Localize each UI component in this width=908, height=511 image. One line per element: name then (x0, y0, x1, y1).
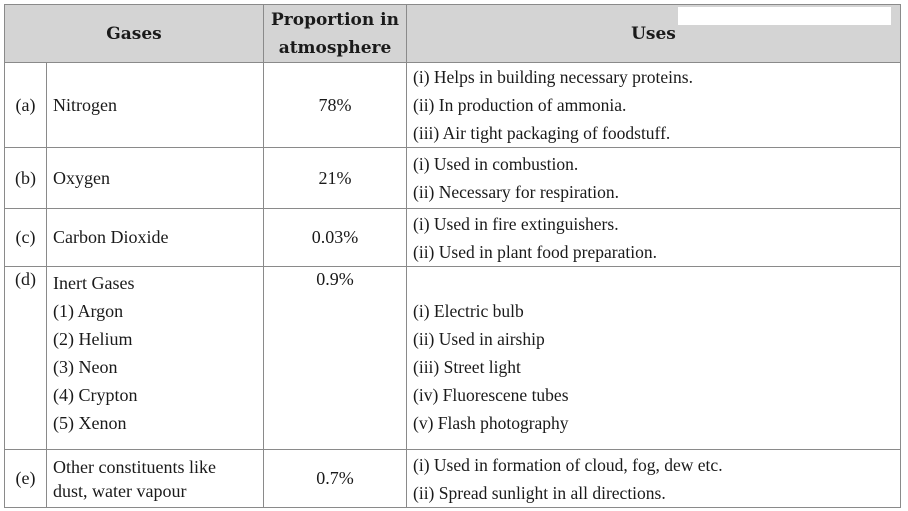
use-item: (v) Flash photography (413, 413, 569, 433)
use-item: (iv) Fluorescene tubes (413, 385, 569, 405)
gas-uses (407, 267, 901, 450)
table-row (5, 63, 901, 148)
row-label: (d) (5, 267, 47, 450)
sub-gas: (2) Helium (53, 329, 133, 349)
gas-name: Oxygen (47, 148, 264, 209)
use-item: (ii) Spread sunlight in all directions. (413, 482, 666, 503)
gas-proportion: 0.7% (264, 450, 407, 508)
gas-proportion: 78% (264, 63, 407, 148)
header-gases: Gases (5, 5, 264, 63)
row-label: (a) (5, 63, 47, 148)
table-row (5, 267, 901, 450)
gas-uses (407, 148, 901, 209)
row-label: (e) (5, 450, 47, 508)
gas-group-name: Inert Gases (53, 273, 135, 293)
use-item: (iii) Air tight packaging of foodstuff. (413, 123, 671, 143)
gas-name-line: dust, water vapour (53, 480, 187, 501)
gas-name: Carbon Dioxide (47, 209, 264, 267)
table-row (5, 450, 901, 508)
sub-gas: (1) Argon (53, 301, 124, 321)
sub-gas: (3) Neon (53, 357, 118, 377)
header-uses: Uses (407, 5, 901, 63)
gas-uses (407, 209, 901, 267)
use-item: (i) Used in fire extinguishers. (413, 213, 619, 234)
use-item: (ii) Used in airship (413, 329, 545, 349)
table-row (5, 148, 901, 209)
redaction-patch (678, 7, 891, 25)
header-proportion (264, 5, 407, 63)
gas-uses (407, 63, 901, 148)
header-proportion-line2: atmosphere (278, 37, 392, 58)
gas-proportion: 21% (264, 148, 407, 209)
use-item: (ii) Necessary for respiration. (413, 182, 620, 202)
gas-name (47, 450, 264, 508)
gases-table (4, 4, 901, 508)
use-item: (i) Electric bulb (413, 301, 524, 321)
sub-gas: (5) Xenon (53, 413, 127, 433)
use-item: (i) Helps in building necessary proteins. (413, 67, 693, 87)
use-item: (iii) Street light (413, 357, 521, 377)
row-label: (b) (5, 148, 47, 209)
sub-gas: (4) Crypton (53, 385, 138, 405)
use-item: (ii) Used in plant food preparation. (413, 241, 657, 262)
use-item: (ii) In production of ammonia. (413, 95, 627, 115)
gas-name (47, 267, 264, 450)
gas-proportion: 0.03% (264, 209, 407, 267)
gas-proportion: 0.9% (264, 267, 407, 450)
gas-name: Nitrogen (47, 63, 264, 148)
gas-name-line: Other constituents like (53, 456, 216, 477)
use-item: (i) Used in combustion. (413, 154, 579, 174)
gas-uses (407, 450, 901, 508)
row-label: (c) (5, 209, 47, 267)
header-proportion-line1: Proportion in (270, 9, 399, 30)
table-row (5, 209, 901, 267)
use-item: (i) Used in formation of cloud, fog, dew etc. (413, 454, 723, 475)
